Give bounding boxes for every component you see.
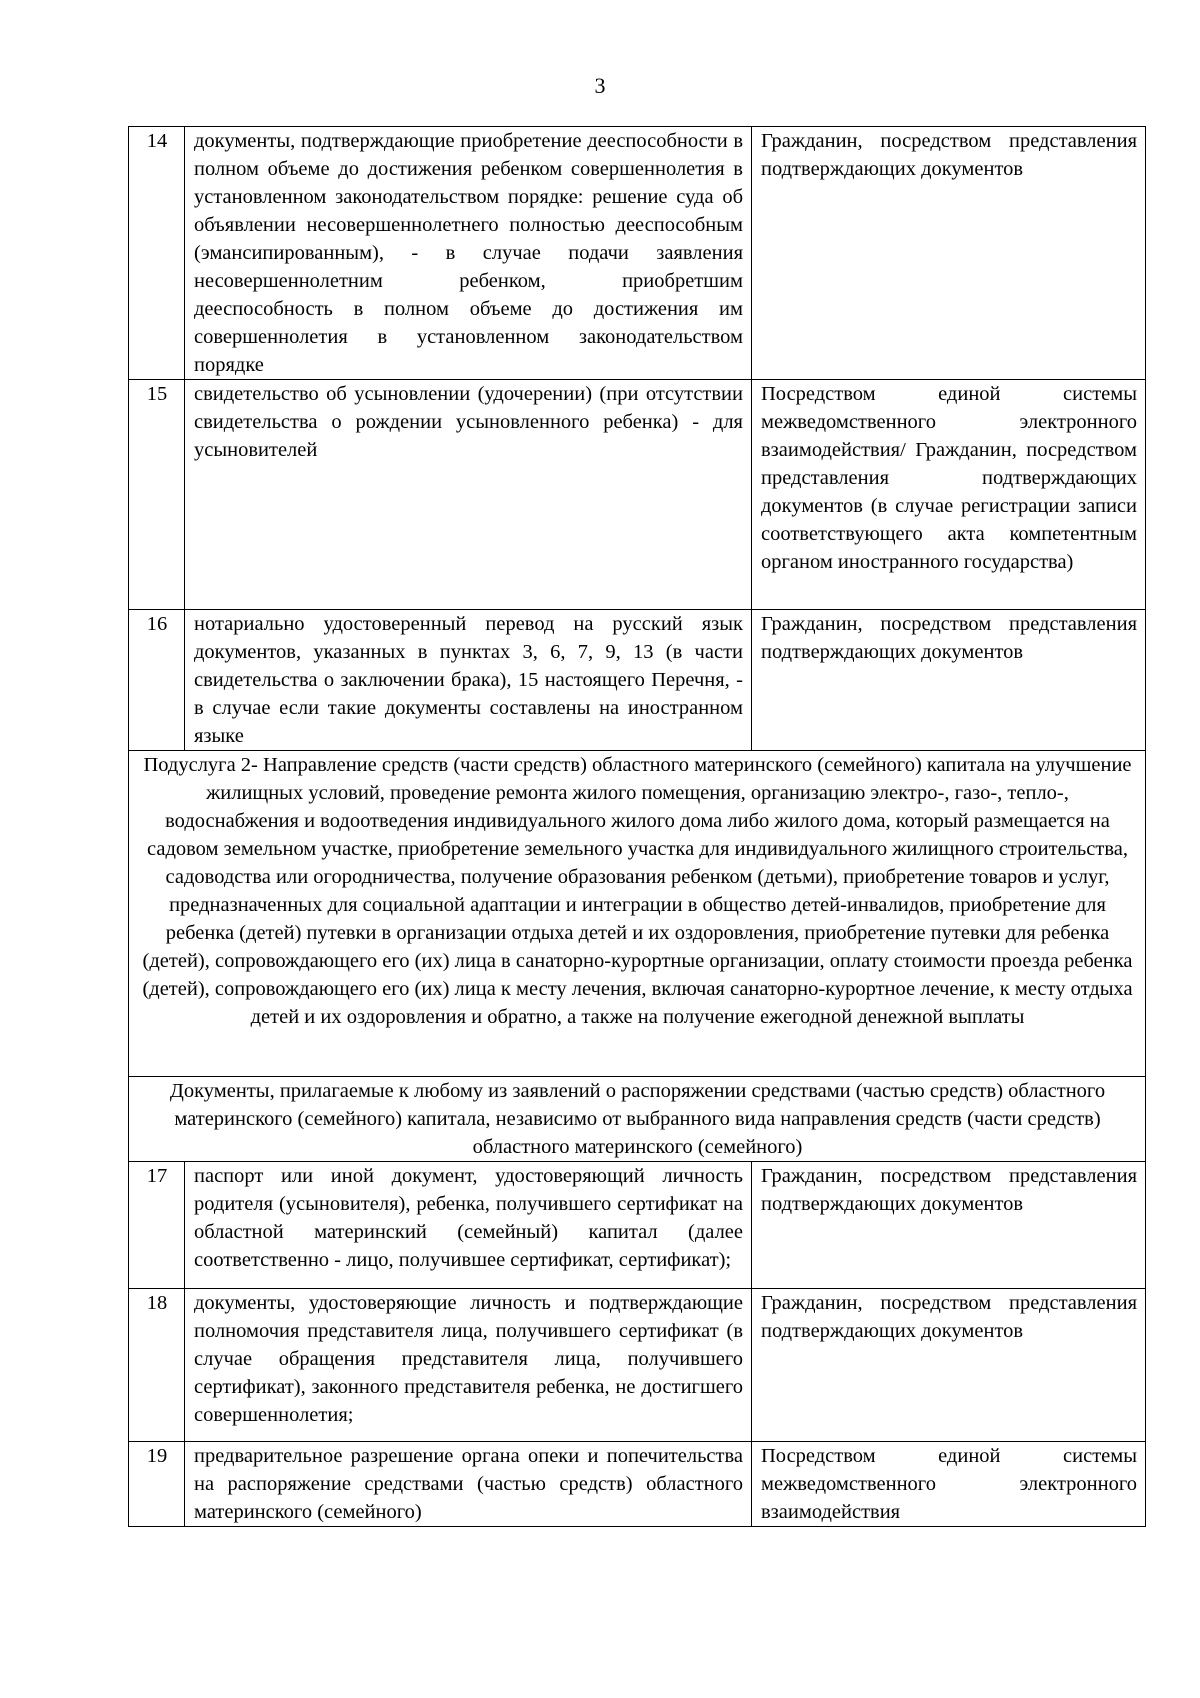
document-description: нотариально удостоверенный перевод на русский язык документов, указанных в пунктах 3, 6, 7, 9, 13 (в части свидетельства о заключении брака), 15 настоящего Перечня, - в случае если такие документы составлены на иностранном языке [185, 610, 752, 751]
row-number: 18 [129, 1289, 185, 1442]
row-number: 17 [129, 1162, 185, 1289]
document-description: документы, подтверждающие приобретение дееспособности в полном объеме до достижения ребенком совершеннолетия в установленном законодательством порядке: решение суда об объявлении несовершеннолетнего полностью дееспособным (эмансипированным), - в случае подачи заявления несовершеннолетним ребенком, приобретшим дееспособность в полном объеме до достижения им совершеннолетия в установленном законодательством порядке [185, 127, 752, 380]
row-number: 14 [129, 127, 185, 380]
submission-method: Посредством единой системы межведомственного электронного взаимодействия/ Гражданин, посредством представления подтверждающих документов (в случае регистрации записи соответствующего акта компетентным органом иностранного государства) [752, 380, 1146, 610]
submission-method: Гражданин, посредством представления подтверждающих документов [752, 127, 1146, 380]
document-description: предварительное разрешение органа опеки и попечительства на распоряжение средствами (частью средств) областного материнского (семейного) [185, 1442, 752, 1527]
document-description: паспорт или иной документ, удостоверяющий личность родителя (усыновителя), ребенка, получившего сертификат на областной материнский (семейный) капитал (далее соответственно - лицо, получившее сертификат, сертификат); [185, 1162, 752, 1289]
documents-heading: Документы, прилагаемые к любому из заявлений о распоряжении средствами (частью средств) областного материнского (семейного) капитала, независимо от выбранного вида направления средств (части средств) областного материнского (семейного) [129, 1077, 1146, 1162]
section-row [129, 751, 1146, 1077]
page-number: 3 [594, 73, 606, 98]
table-row [129, 1442, 1146, 1527]
table-row [129, 127, 1146, 380]
table-row [129, 1289, 1146, 1442]
table-row [129, 1162, 1146, 1289]
row-number: 15 [129, 380, 185, 610]
documents-table [128, 126, 1146, 1527]
submission-method: Гражданин, посредством представления подтверждающих документов [752, 610, 1146, 751]
document-description: документы, удостоверяющие личность и подтверждающие полномочия представителя лица, получившего сертификат (в случае обращения представителя лица, получившего сертификат), законного представителя ребенка, не достигшего совершеннолетия; [185, 1289, 752, 1442]
document-description: свидетельство об усыновлении (удочерении) (при отсутствии свидетельства о рождении усыновленного ребенка) - для усыновителей [185, 380, 752, 610]
table-row [129, 610, 1146, 751]
table-row [129, 380, 1146, 610]
submission-method: Гражданин, посредством представления подтверждающих документов [752, 1289, 1146, 1442]
subservice-heading: Подуслуга 2- Направление средств (части средств) областного материнского (семейного) капитала на улучшение жилищных условий, проведение ремонта жилого помещения, организацию электро-, газо-, тепло-, водоснабжения и водоотведения индивидуального жилого дома либо жилого дома, который размещается на садовом земельном участке, приобретение земельного участка для индивидуального жилищного строительства, садоводства или огородничества, получение образования ребенком (детьми), приобретение товаров и услуг, предназначенных для социальной адаптации и интеграции в общество детей-инвалидов, приобретение для ребенка (детей) путевки в организации отдыха детей и их оздоровления, приобретение путевки для ребенка (детей), сопровождающего его (их) лица в санаторно-курортные организации, оплату стоимости проезда ребенка (детей), сопровождающего его (их) лица к месту лечения, включая санаторно-курортное лечение, к месту отдыха детей и их оздоровления и обратно, а также на получение ежегодной денежной выплаты [129, 751, 1146, 1077]
submission-method: Гражданин, посредством представления подтверждающих документов [752, 1162, 1146, 1289]
row-number: 19 [129, 1442, 185, 1527]
row-number: 16 [129, 610, 185, 751]
submission-method: Посредством единой системы межведомственного электронного взаимодействия [752, 1442, 1146, 1527]
section-row [129, 1077, 1146, 1162]
